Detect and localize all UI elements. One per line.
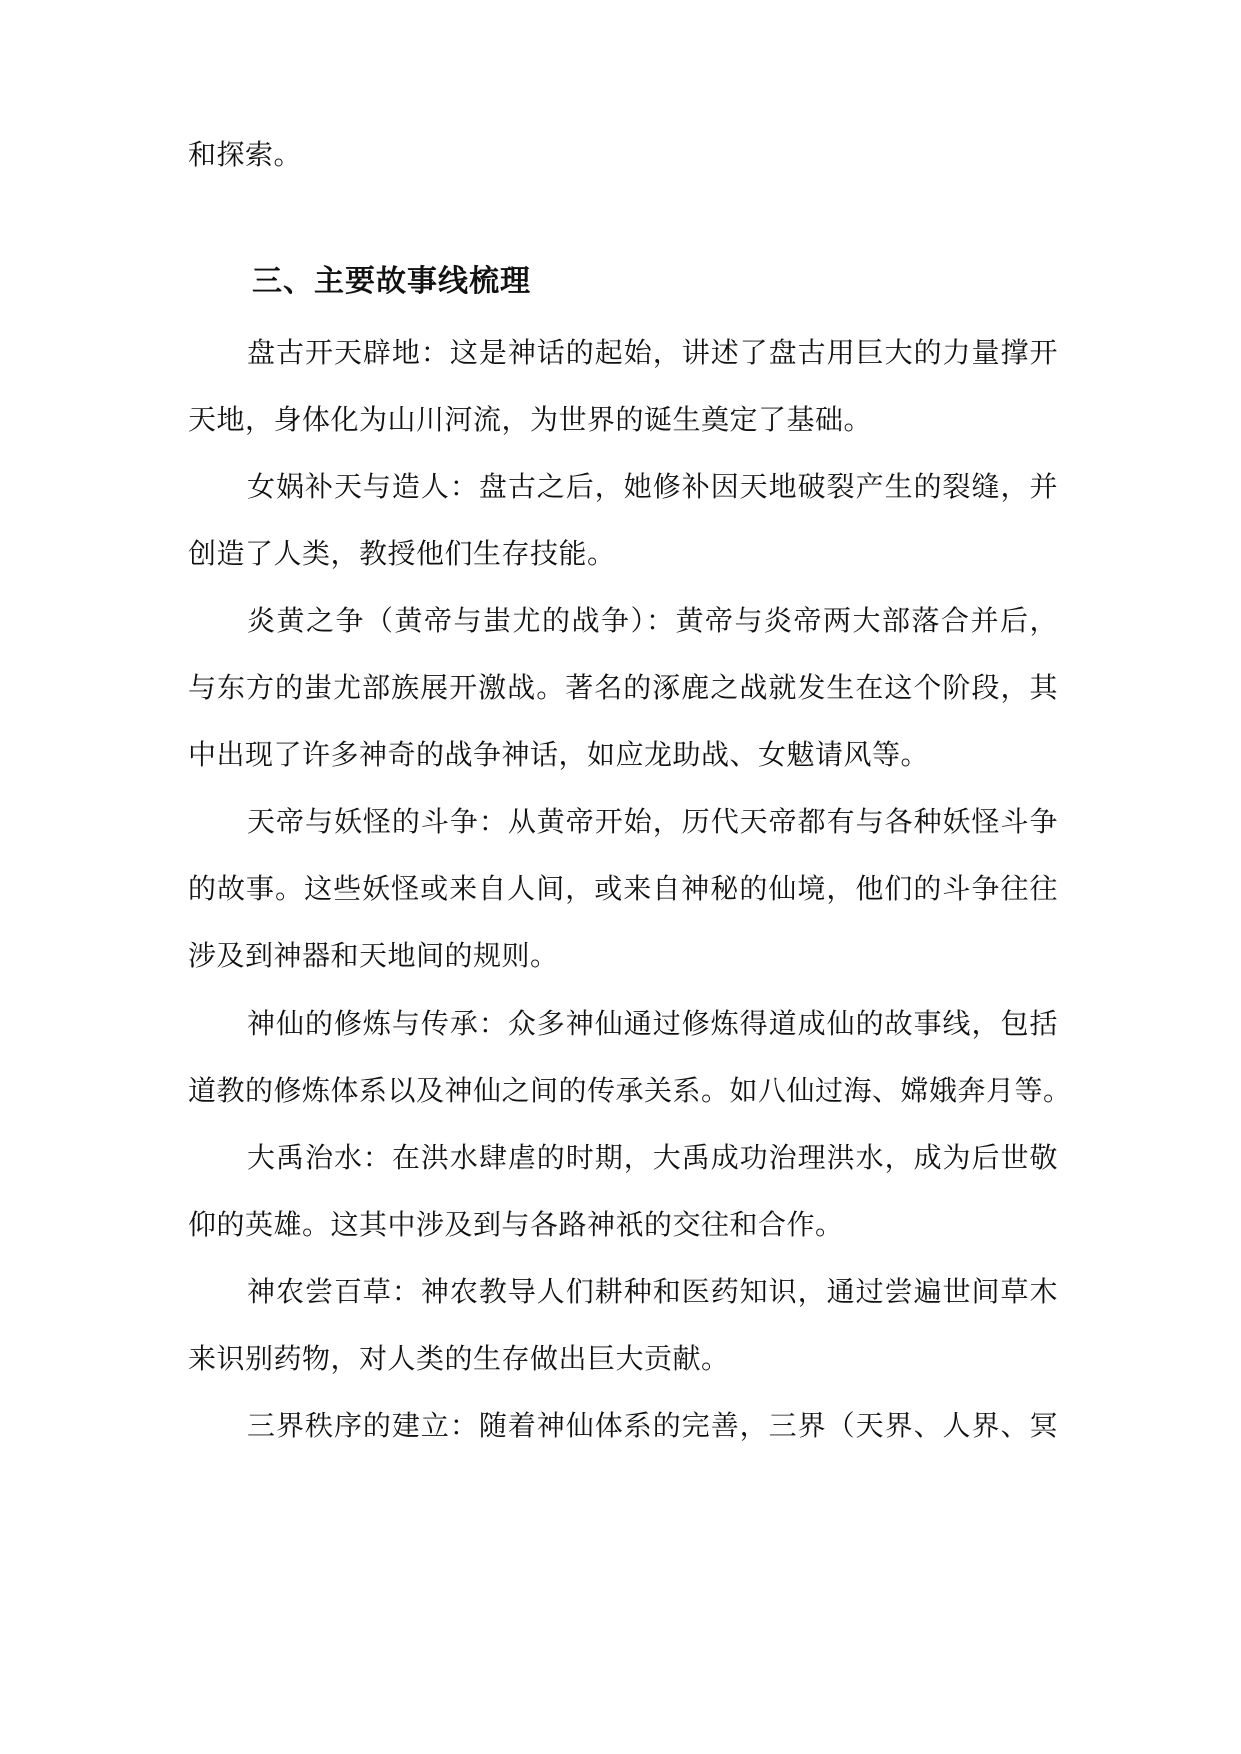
paragraph-line: 神农尝百草：神农教导人们耕种和医药知识，通过尝遍世间草木	[247, 1275, 1058, 1308]
paragraph-line: 来识别药物，对人类的生存做出巨大贡献。	[188, 1342, 730, 1375]
carryover-line: 和探索。	[188, 138, 303, 171]
paragraph-line: 女娲补天与造人：盘古之后，她修补因天地破裂产生的裂缝，并	[247, 470, 1058, 503]
paragraph-line: 天帝与妖怪的斗争：从黄帝开始，历代天帝都有与各种妖怪斗争	[247, 805, 1058, 838]
paragraph-line: 涉及到神器和天地间的规则。	[188, 939, 559, 972]
paragraph-line: 的故事。这些妖怪或来自人间，或来自神秘的仙境，他们的斗争往往	[188, 872, 1058, 905]
paragraph-line: 仰的英雄。这其中涉及到与各路神祇的交往和合作。	[188, 1208, 844, 1241]
paragraph-line: 炎黄之争（黄帝与蚩尤的战争）：黄帝与炎帝两大部落合并后，	[247, 604, 1058, 637]
paragraph-line: 与东方的蚩尤部族展开激战。著名的涿鹿之战就发生在这个阶段，其	[188, 671, 1058, 704]
paragraph-line: 盘古开天辟地：这是神话的起始，讲述了盘古用巨大的力量撑开	[247, 336, 1058, 369]
paragraph-line: 创造了人类，教授他们生存技能。	[188, 537, 616, 570]
paragraph-line: 天地，身体化为山川河流，为世界的诞生奠定了基础。	[188, 403, 873, 436]
paragraph-line: 中出现了许多神奇的战争神话，如应龙助战、女魃请风等。	[188, 738, 930, 771]
paragraph-line: 神仙的修炼与传承：众多神仙通过修炼得道成仙的故事线，包括	[247, 1007, 1058, 1040]
section-heading: 三、主要故事线梳理	[252, 264, 531, 299]
paragraph-line: 大禹治水：在洪水肆虐的时期，大禹成功治理洪水，成为后世敬	[247, 1141, 1058, 1174]
paragraph-line: 三界秩序的建立：随着神仙体系的完善，三界（天界、人界、冥	[247, 1409, 1058, 1442]
paragraph-line: 道教的修炼体系以及神仙之间的传承关系。如八仙过海、嫦娥奔月等。	[188, 1074, 1072, 1107]
